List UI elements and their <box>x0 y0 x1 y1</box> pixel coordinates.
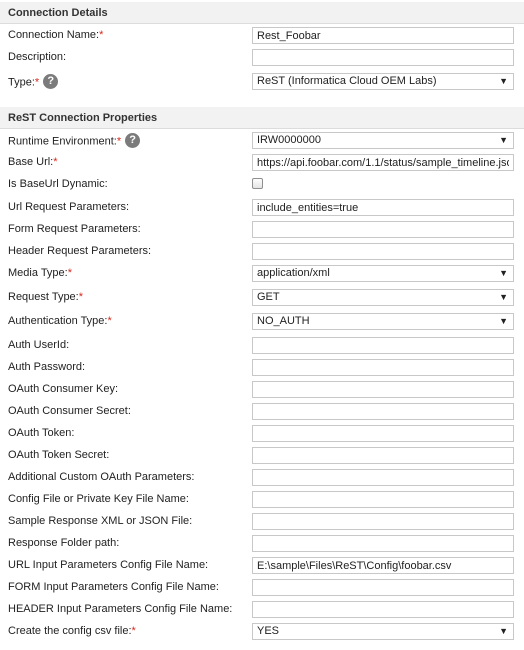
header-request-parameters-label: Header Request Parameters: <box>8 245 152 257</box>
oauth-token-label: OAuth Token: <box>8 427 75 439</box>
required-mark: * <box>131 625 136 637</box>
form-request-parameters-label: Form Request Parameters: <box>8 223 141 235</box>
header-request-parameters-row <box>0 241 524 263</box>
help-icon[interactable]: ? <box>125 133 140 148</box>
required-mark: * <box>107 315 112 327</box>
url-request-parameters-input[interactable] <box>252 199 514 216</box>
media-type-select-value: application/xml <box>257 267 330 279</box>
request-type-row <box>0 287 524 309</box>
section-title: ReST Connection Properties <box>8 112 158 124</box>
media-type-row <box>0 263 524 285</box>
oauth-consumer-secret-row <box>0 401 524 423</box>
sample-response-xml-or-json-file-row <box>0 511 524 533</box>
section-title: Connection Details <box>8 7 108 19</box>
header-input-parameters-config-file-name-label: HEADER Input Parameters Config File Name: <box>8 603 233 615</box>
base-url-label: Base Url:* <box>8 156 58 168</box>
oauth-token-secret-label: OAuth Token Secret: <box>8 449 110 461</box>
type-select[interactable] <box>252 73 514 90</box>
description-row <box>0 47 524 69</box>
form-input-parameters-config-file-name-row <box>0 577 524 599</box>
auth-password-row <box>0 357 524 379</box>
runtime-environment-label: Runtime Environment:* ? <box>8 134 140 149</box>
request-type-select[interactable] <box>252 289 514 306</box>
required-mark: * <box>99 29 104 41</box>
required-mark: * <box>53 156 58 168</box>
base-url-row <box>0 152 524 174</box>
request-type-label: Request Type:* <box>8 291 84 303</box>
create-the-config-csv-file-row <box>0 621 524 643</box>
is-baseurl-dynamic-checkbox[interactable] <box>252 178 263 189</box>
header-input-parameters-config-file-name-row <box>0 599 524 621</box>
connection-name-row <box>0 25 524 47</box>
url-input-parameters-config-file-name-input[interactable] <box>252 557 514 574</box>
oauth-token-secret-row <box>0 445 524 467</box>
auth-userid-label: Auth UserId: <box>8 339 70 351</box>
header-input-parameters-config-file-name-input[interactable] <box>252 601 514 618</box>
oauth-consumer-secret-label: OAuth Consumer Secret: <box>8 405 131 417</box>
runtime-environment-select-value: IRW0000000 <box>257 134 322 146</box>
oauth-consumer-key-label: OAuth Consumer Key: <box>8 383 119 395</box>
oauth-token-row <box>0 423 524 445</box>
required-mark: * <box>67 267 73 279</box>
header-request-parameters-input[interactable] <box>252 243 514 260</box>
response-folder-path-row <box>0 533 524 555</box>
create-the-config-csv-file-label: Create the config csv file:* <box>8 625 136 637</box>
auth-password-input[interactable] <box>252 359 514 376</box>
connection-name-label: Connection Name:* <box>8 29 104 41</box>
auth-password-label: Auth Password: <box>8 361 86 373</box>
connection-name-input[interactable] <box>252 27 514 44</box>
chevron-down-icon: ▼ <box>499 76 508 86</box>
required-mark: * <box>34 76 40 89</box>
additional-custom-oauth-parameters-row <box>0 467 524 489</box>
request-type-select-value: GET <box>257 291 280 303</box>
oauth-token-input[interactable] <box>252 425 514 442</box>
url-input-parameters-config-file-name-row <box>0 555 524 577</box>
is-baseurl-dynamic-row <box>0 174 524 196</box>
required-mark: * <box>78 291 84 303</box>
config-file-or-private-key-file-name-row <box>0 489 524 511</box>
url-request-parameters-row <box>0 197 524 219</box>
sample-response-xml-or-json-file-label: Sample Response XML or JSON File: <box>8 515 193 527</box>
media-type-select[interactable] <box>252 265 514 282</box>
form-input-parameters-config-file-name-label: FORM Input Parameters Config File Name: <box>8 581 219 593</box>
sample-response-xml-or-json-file-input[interactable] <box>252 513 514 530</box>
form-input-parameters-config-file-name-input[interactable] <box>252 579 514 596</box>
base-url-input[interactable] <box>252 154 514 171</box>
create-the-config-csv-file-select[interactable] <box>252 623 514 640</box>
additional-custom-oauth-parameters-input[interactable] <box>252 469 514 486</box>
authentication-type-row <box>0 311 524 333</box>
oauth-token-secret-input[interactable] <box>252 447 514 464</box>
form-request-parameters-input[interactable] <box>252 221 514 238</box>
form-request-parameters-row <box>0 219 524 241</box>
chevron-down-icon: ▼ <box>499 268 508 278</box>
create-the-config-csv-file-select-value: YES <box>257 625 280 637</box>
chevron-down-icon: ▼ <box>499 135 508 145</box>
chevron-down-icon: ▼ <box>499 626 508 636</box>
authentication-type-label: Authentication Type:* <box>8 315 112 327</box>
config-file-or-private-key-file-name-label: Config File or Private Key File Name: <box>8 493 189 505</box>
media-type-label: Media Type:* <box>8 267 73 279</box>
runtime-environment-row <box>0 130 524 152</box>
config-file-or-private-key-file-name-input[interactable] <box>252 491 514 508</box>
oauth-consumer-key-row <box>0 379 524 401</box>
authentication-type-select-value: NO_AUTH <box>257 315 310 327</box>
required-mark: * <box>116 135 122 148</box>
response-folder-path-label: Response Folder path: <box>8 537 120 549</box>
type-select-value: ReST (Informatica Cloud OEM Labs) <box>257 75 437 87</box>
connection-details-header <box>0 2 524 24</box>
description-input[interactable] <box>252 49 514 66</box>
help-icon[interactable]: ? <box>43 74 58 89</box>
authentication-type-select[interactable] <box>252 313 514 330</box>
is-baseurl-dynamic-label: Is BaseUrl Dynamic: <box>8 178 108 190</box>
oauth-consumer-secret-input[interactable] <box>252 403 514 420</box>
type-row <box>0 71 524 93</box>
auth-userid-input[interactable] <box>252 337 514 354</box>
description-label: Description: <box>8 51 67 63</box>
additional-custom-oauth-parameters-label: Additional Custom OAuth Parameters: <box>8 471 195 483</box>
oauth-consumer-key-input[interactable] <box>252 381 514 398</box>
auth-userid-row <box>0 335 524 357</box>
chevron-down-icon: ▼ <box>499 292 508 302</box>
chevron-down-icon: ▼ <box>499 316 508 326</box>
type-label: Type:* ? <box>8 75 58 90</box>
runtime-environment-select[interactable] <box>252 132 514 149</box>
url-request-parameters-label: Url Request Parameters: <box>8 201 130 213</box>
response-folder-path-input[interactable] <box>252 535 514 552</box>
url-input-parameters-config-file-name-label: URL Input Parameters Config File Name: <box>8 559 209 571</box>
rest-properties-header <box>0 107 524 129</box>
